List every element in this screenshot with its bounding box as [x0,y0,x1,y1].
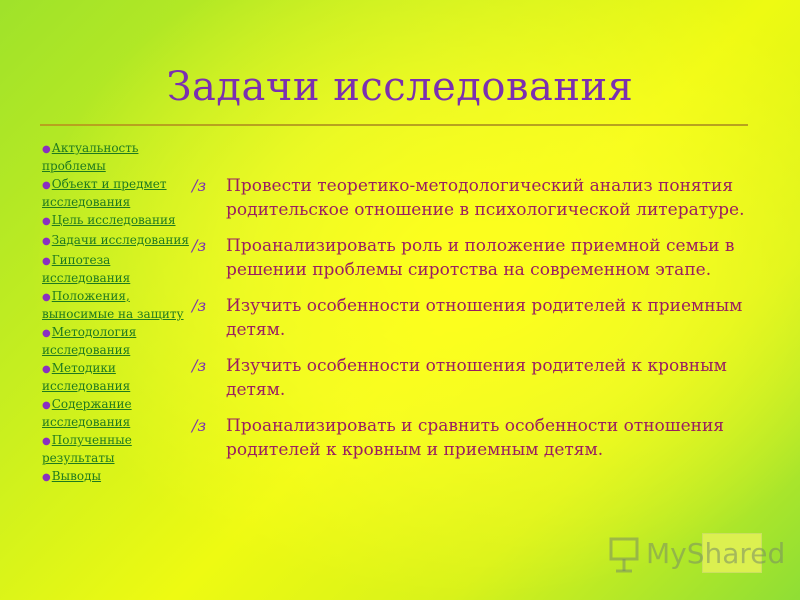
list-item-text: Изучить особенности отношения родителей к приемным детям. [226,296,743,340]
bullet-icon: ● [42,216,51,227]
bullet-icon: ● [42,328,51,339]
bullet-icon: ● [42,400,51,411]
bullet-icon: ● [42,236,51,247]
bullet-icon: ● [42,256,51,267]
list-item-text: Изучить особенности отношения родителей к кровным детям. [226,356,727,400]
list-item [192,234,772,282]
nav-item-contents [42,396,192,430]
list-marker-icon: ∕з [192,416,207,435]
navigation-menu [42,140,192,488]
bullet-icon: ● [42,436,51,447]
nav-link-results[interactable]: Полученные результаты [42,433,132,465]
nav-link-theses[interactable]: Положения, выносимые на защиту [42,289,184,321]
list-item [192,354,772,402]
nav-link-aktualnost[interactable]: Актуальность проблемы [42,141,139,173]
presentation-board-icon [608,535,642,575]
nav-item-goal [42,212,192,230]
nav-item-object [42,176,192,210]
list-item [192,294,772,342]
bullet-icon: ● [42,180,51,191]
bullet-icon: ● [42,144,51,155]
list-marker-icon: ∕з [192,356,207,375]
nav-item-hypothesis [42,252,192,286]
nav-link-goal[interactable]: Цель исследования [51,213,176,227]
list-item [192,414,772,462]
tasks-list [192,174,772,474]
nav-item-tasks [42,232,192,250]
nav-item-results [42,432,192,466]
list-marker-icon: ∕з [192,296,207,315]
slide-title: Задачи исследования [166,64,634,110]
watermark-text: MyShared [646,537,786,570]
nav-item-methodology [42,324,192,358]
list-marker-icon: ∕з [192,176,207,195]
bullet-icon: ● [42,472,51,483]
nav-link-methodology[interactable]: Методология исследования [42,325,137,357]
bullet-icon: ● [42,292,51,303]
nav-link-object[interactable]: Объект и предмет исследования [42,177,167,209]
list-marker-icon: ∕з [192,236,207,255]
watermark-logo [608,533,786,573]
nav-link-contents[interactable]: Содержание исследования [42,397,132,429]
nav-item-aktualnost [42,140,192,174]
nav-item-theses [42,288,192,322]
nav-link-hypothesis[interactable]: Гипотеза исследования [42,253,131,285]
nav-item-methods [42,360,192,394]
nav-link-methods[interactable]: Методики исследования [42,361,131,393]
list-item [192,174,772,222]
nav-link-tasks[interactable]: Задачи исследования [51,233,189,247]
list-item-text: Провести теоретико-методологический анализ понятия родительское отношение в психологической литературе. [226,176,745,220]
list-item-text: Проанализировать и сравнить особенности отношения родителей к кровным и приемным детям. [226,416,725,460]
nav-item-conclusions [42,468,192,486]
list-item-text: Проанализировать роль и положение приемной семьи в решении проблемы сиротства на современном этапе. [226,236,735,280]
bullet-icon: ● [42,364,51,375]
title-divider [40,124,748,126]
nav-link-conclusions[interactable]: Выводы [51,469,102,483]
